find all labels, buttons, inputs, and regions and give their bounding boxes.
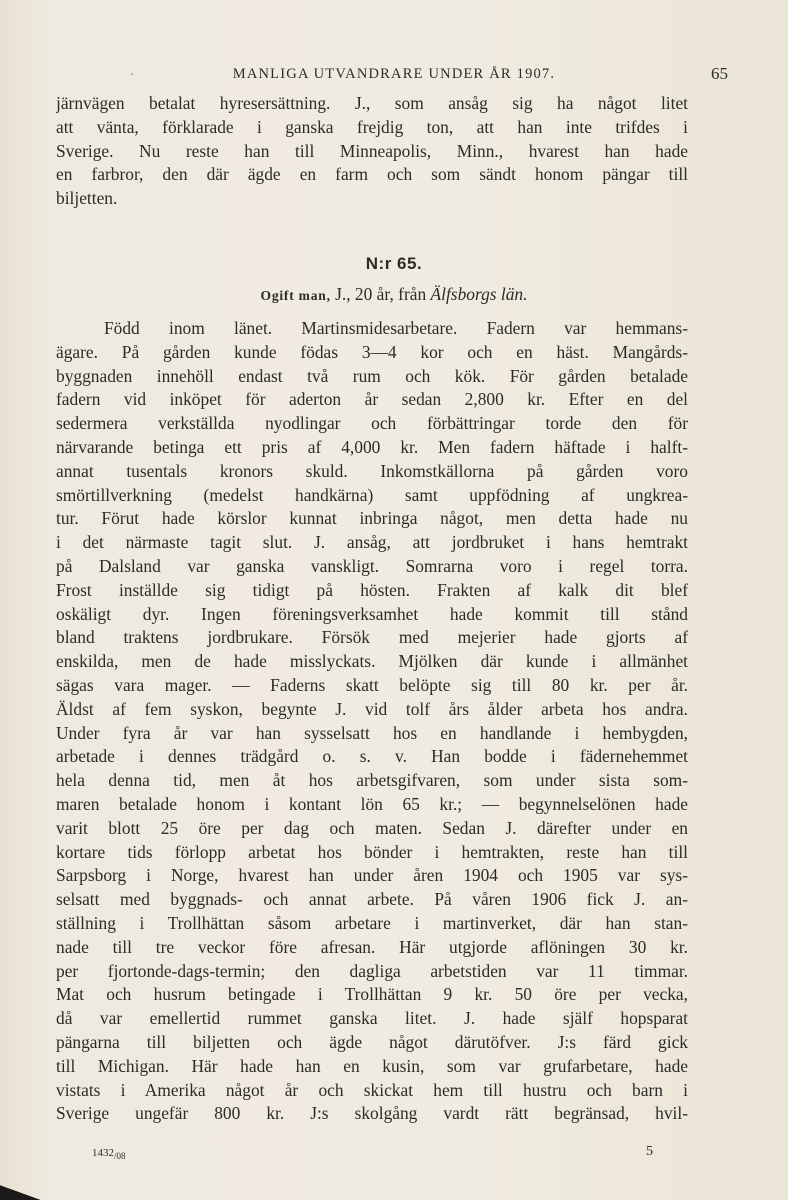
signature-sub: /08 [114,1151,126,1162]
text-line: Sarpsborg i Norge, hvarest han under åren 1904 och 1905 var sys- [56,865,688,886]
text-line: arbetade i dennes trädgård o. s. v. Han bodde i fädernehemmet [56,746,688,767]
text-line: vistats i Amerika något år och skickat hem till hustru och barn i [56,1079,688,1100]
entry-status: Ogift man, [260,288,331,303]
text-line: byggnaden innehöll endast två rum och kök. För gården betalade [56,365,688,386]
text-line: närvarande betinga ett pris af 4,000 kr. Men fadern häftade i halft- [56,436,688,457]
text-line: hela denna tid, men åt hos arbetsgifvaren, som under sista som- [56,770,688,791]
text-line: biljetten. [56,188,118,209]
text-line: maren betalade honom i kontant lön 65 kr.; — begynnelselönen hade [56,793,688,814]
text-line: ställning i Trollhättan såsom arbetare i martinverket, där han stan- [56,912,688,933]
sheet-number: 5 [646,1144,653,1159]
text-line: kortare tids förlopp arbetat hos bönder i hemtrakten, reste han till [56,841,688,862]
text-line: Sverige. Nu reste han till Minneapolis, Minn., hvarest han hade [56,140,688,161]
text-line: sedermera verkställda nyodlingar och förbättringar torde den för [56,413,688,434]
text-line: Frost inställde sig tidigt på hösten. Frakten af kalk dit blef [56,579,688,600]
text-line: Mat och husrum betingade i Trollhättan 9 kr. 50 öre per vecka, [56,984,688,1005]
text-line: oskäligt dyr. Ingen föreningsverksamhet hade kommit till stånd [56,603,688,624]
signature-main: 1432 [92,1147,114,1159]
entry-subtitle [0,284,788,305]
body-paragraph [56,317,688,1126]
text-line: smörtillverkning (medelst handkärna) samt uppfödning af ungkrea- [56,484,688,505]
text-line: Under fyra år var han sysselsatt hos en handlande i hembygden, [56,722,688,743]
entry-origin: Älfsborgs län. [430,284,528,304]
text-line: tur. Förut hade körslor kunnat inbringa något, men detta hade nu [56,508,688,529]
text-line: Äldst af fem syskon, begynte J. vid tolf års ålder arbeta hos andra. [56,698,688,719]
intro-paragraph [56,92,688,211]
text-line: att vänta, förklarade i ganska frejdig ton, att han inte trifdes i [56,116,688,137]
text-line: varit blott 25 öre per dag och maten. Sedan J. därefter under en [56,817,688,838]
printer-signature [92,1147,126,1161]
text-line: till Michigan. Här hade han en kusin, som var grufarbetare, hade [56,1055,688,1076]
text-line: på Dalsland var ganska vanskligt. Somrarna voro i regel torra. [56,555,688,576]
text-line: fadern vid inköpet för aderton år sedan 2,800 kr. Efter en del [56,389,688,410]
text-line: enskilda, men de hade misslyckats. Mjölken där kunde i allmänhet [56,651,688,672]
text-line: per fjortonde-dags-termin; den dagliga arbetstiden var 11 timmar. [56,960,688,981]
ink-dot: . [130,64,134,79]
page-number: 65 [711,64,728,83]
text-line: bland traktens jordbrukare. Försök med mejerier hade gjorts af [56,627,688,648]
text-line: sägas vara mager. — Faderns skatt belöpte sig till 80 kr. per år. [56,674,688,695]
text-line: pängarna till biljetten och ägde något därutöfver. J:s färd gick [56,1031,688,1052]
text-line: ägare. På gården kunde födas 3—4 kor och en häst. Mangårds- [56,341,688,362]
page-header [60,62,728,86]
text-line: järnvägen betalat hyresersättning. J., som ansåg sig ha något litet [56,93,688,113]
text-line: i det närmaste tagit slut. J. ansåg, att jordbruket i hans hemtrakt [56,532,688,553]
text-line: då var emellertid rummet ganska litet. J. hade själf hopsparat [56,1008,688,1029]
text-line: en farbror, den där ägde en farm och som sändt honom pängar till [56,164,688,185]
entry-subtitle-text: J., 20 år, från [330,284,431,304]
running-title: MANLIGA UTVANDRARE UNDER ÅR 1907. [232,66,556,82]
text-line: Född inom länet. Martinsmidesarbetare. Fadern var hemmans- [104,318,688,338]
scan-corner-shadow [0,1178,40,1200]
entry-number: N:r 65. [365,254,423,273]
text-line: annat tusentals kronors skuld. Inkomstkällorna på gården voro [56,460,688,481]
text-line: nade till tre veckor före afresan. Här utgjorde aflöningen 30 kr. [56,936,688,957]
text-line: Sverige ungefär 800 kr. J:s skolgång vardt rätt begränsad, hvil- [56,1103,688,1124]
text-line: selsatt med byggnads- och annat arbete. På våren 1906 fick J. an- [56,889,688,910]
